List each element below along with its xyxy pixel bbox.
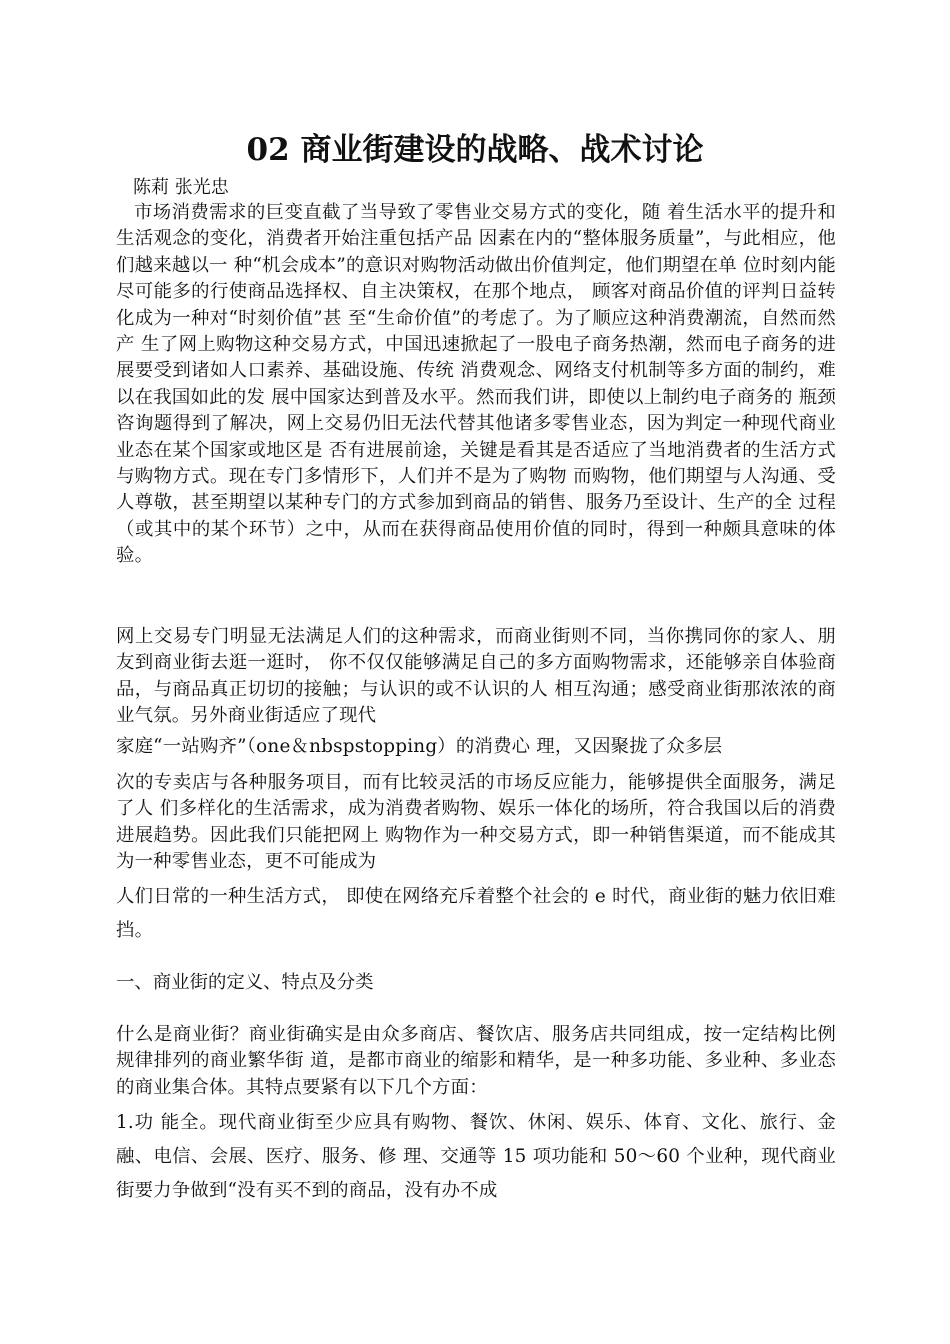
paragraph-3-text: 什么是商业街？商业街确实是由众多商店、餐饮店、服务店共同组成，按一定结构比例规律排列的商业繁华街 道，是都市商业的缩影和精华，是一种多功能、多业种、多业态的商业集合体。其特点要紧有以下几个方面： — [116, 1024, 836, 1098]
paragraph-2b-text: 家庭“一站购齐”（one＆nbspstopping）的消费心 理，又因聚拢了众多层 — [116, 736, 723, 757]
paragraph-2a-text: 网上交易专门明显无法满足人们的这种需求，而商业街则不同，当你携同你的家人、朋友到商业街去逛一逛时， 你不仅仅能够满足自己的多方面购物需求，还能够亲自体验商品，与商品真正切切的接触；与认识的或不认识的人 相互沟通；感受商业街那浓浓的商业气氛。另外商业街适应了现代 — [116, 626, 836, 727]
paragraph-full-functions — [116, 1106, 836, 1208]
paragraph-2d-text: 人们日常的一种生活方式， 即使在网络充斥着整个社会的 e 时代，商业街的魅力依旧难挡。 — [116, 886, 836, 941]
paragraph-shopping-street-advantages — [116, 624, 836, 730]
document-authors: 陈莉 张光忠 — [133, 177, 229, 198]
paragraph-2c-text: 次的专卖店与各种服务项目，而有比较灵活的市场反应能力，能够提供全面服务，满足了人 们多样化的生活需求，成为消费者购物、娱乐一体化的场所，符合我国以后的消费进展趋势。因此我们只能把网上 购物作为一种交易方式，即一种销售渠道，而不能成其为一种零售业态，更不可能成为 — [116, 772, 836, 873]
paragraph-service-diversity — [116, 770, 836, 876]
document-title: 02 商业街建设的战略、战术讨论 — [246, 132, 704, 168]
paragraph-one-stop-shopping — [116, 734, 836, 760]
paragraph-street-charm — [116, 880, 836, 948]
paragraph-street-definition — [116, 1022, 836, 1101]
paragraph-4-text: 1.功 能全。现代商业街至少应具有购物、餐饮、休闲、娱乐、体育、文化、旅行、金融、电信、会展、医疗、服务、修 理、交通等 15 项功能和 50～60 个业种，现代商业街要力争做到“没有买不到的商品，没有办不成 — [116, 1112, 836, 1201]
section-heading-definition: 一、商业街的定义、特点及分类 — [116, 972, 374, 993]
paragraph-1-text: 市场消费需求的巨变直截了当导致了零售业交易方式的变化，随 着生活水平的提升和生活观念的变化，消费者开始注重包括产品 因素在内的“整体服务质量”，与此相应，他们越来越以一 种“机会成本”的意识对购物活动做出价值判定，他们期望在单 位时刻内能尽可能多的行使商品选择权、自主决策权，在那个地点， 顾客对商品价值的评判日益转化成为一种对“时刻价值”甚 至“生命价值”的考虑了。为了顺应这种消费潮流，自然而然产 生了网上购物这种交易方式，中国迅速掀起了一股电子商务热潮，然而电子商务的进展要受到诸如人口素养、基础设施、传统 消费观念、网络支付机制等多方面的制约，难以在我国如此的发 展中国家达到普及水平。然而我们讲，即使以上制约电子商务的 瓶颈咨询题得到了解决，网上交易仍旧无法代替其他诸多零售业态，因为判定一种现代商业业态在某个国家或地区是 否有进展前途，关键是看其是否适应了当地消费者的生活方式与购物方式。现在专门多情形下，人们并不是为了购物 而购物，他们期望与人沟通、受人尊敬，甚至期望以某种专门的方式参加到商品的销售、服务乃至设计、生产的全 过程（或其中的某个环节）之中，从而在获得商品使用价值的同时，得到一种颇具意味的体验。 — [116, 202, 836, 567]
paragraph-consumer-demand — [116, 200, 836, 570]
